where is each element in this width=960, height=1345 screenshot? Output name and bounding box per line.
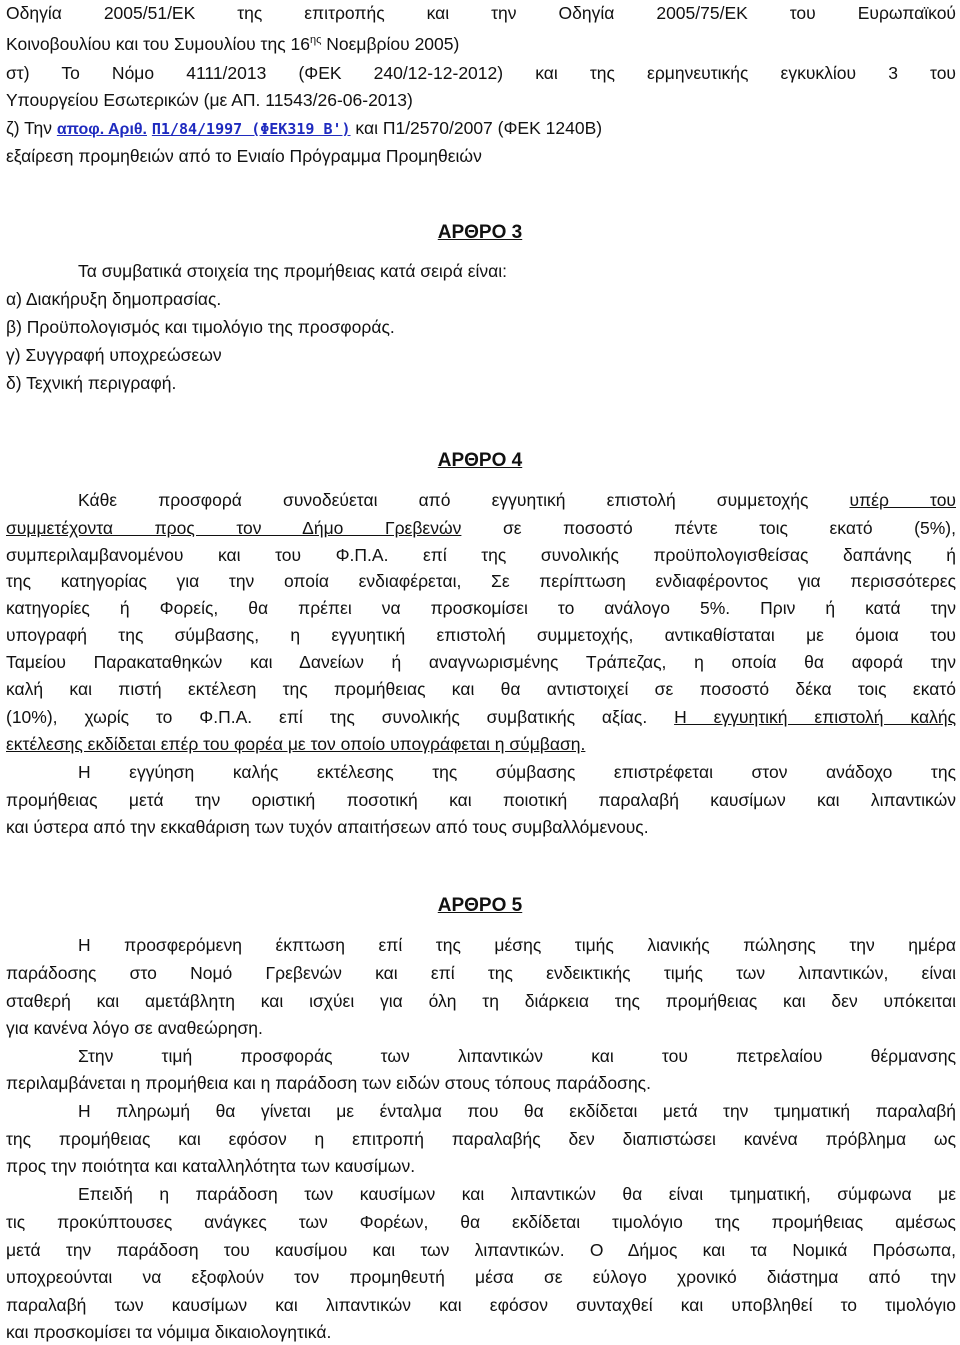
- underlined-text: συμμετέχοντα προς τον Δήμο Γρεβενών: [6, 518, 462, 538]
- article-3-intro: Τα συμβατικά στοιχεία της προμήθειας κατά σειρά είναι:: [78, 261, 508, 281]
- preamble-line-5-text: ζ) Την: [6, 118, 57, 138]
- preamble-line-2: [6, 31, 956, 57]
- article-4-line-1-text: Κάθε προσφορά συνοδεύεται από εγγυητική επιστολή συμμετοχής: [78, 490, 850, 510]
- article-3-item-a: α) Διακήρυξη δημοπρασίας.: [6, 289, 222, 309]
- article-4-line-13: και ύστερα από την εκκαθάριση των τυχόν απαιτήσεων από τους συμβαλλόμενους.: [6, 817, 649, 837]
- article-4-title: ΑΡΘΡΟ 4: [437, 450, 523, 471]
- article-3-item-d: δ) Τεχνική περιγραφή.: [6, 373, 177, 393]
- preamble-line-4: Υπουργείου Εσωτερικών (με ΑΠ. 11543/26-06-2013): [6, 90, 413, 110]
- article-5-line-9: προς την ποιότητα και καταλληλότητα των καυσίμων.: [6, 1156, 416, 1176]
- article-4-line-1: [78, 487, 956, 513]
- article-4-line-4: της κατηγορίας για την οποία ενδιαφέρεται, Σε περίπτωση ενδιαφέροντος για περισσότερες: [6, 571, 956, 591]
- article-5-line-6: περιλαμβάνεται η προμήθεια και η παράδοση των ειδών στους τόπους παράδοσης.: [6, 1073, 651, 1093]
- article-5-line-4: για κανένα λόγο σε αναθεώρηση.: [6, 1018, 263, 1038]
- underlined-text: υπέρ του: [849, 490, 956, 510]
- preamble-line-5-end: και Π1/2570/2007 (ΦΕΚ 1240Β): [350, 118, 603, 138]
- article-4-line-11: Η εγγύηση καλής εκτέλεσης της σύμβασης επιστρέφεται στον ανάδοχο της: [78, 762, 956, 782]
- article-4-line-5: κατηγορίες ή Φορείς, θα πρέπει να προσκομίσει το ανάλογο 5%. Πριν ή κατά την: [6, 598, 956, 618]
- article-5-line-7: Η πληρωμή θα γίνεται με ένταλμα που θα εκδίδεται μετά την τμηματική παραλαβή: [78, 1101, 956, 1121]
- decision-link[interactable]: αποφ. Αριθ.: [56, 121, 147, 138]
- article-5-line-15: και προσκομίσει τα νόμιμα δικαιολογητικά.: [6, 1322, 332, 1342]
- preamble-line-1: Οδηγία 2005/51/ΕΚ της επιτροπής και την Οδηγία 2005/75/ΕΚ του Ευρωπαϊκού: [6, 3, 956, 23]
- preamble-line-2-text: Κοινοβουλίου και του Συμουλίου της 16: [6, 34, 310, 54]
- article-5-line-13: υποχρεούνται να εξοφλούν τον προμηθευτή μέσα σε εύλογο χρονικό διάστημα από την: [6, 1267, 956, 1287]
- article-5-line-3: σταθερή και αμετάβλητη και ισχύει για όλη τη διάρκεια της προμήθειας και δεν υπόκειται: [6, 991, 956, 1011]
- article-4-line-7: Ταμείου Παρακαταθηκών και Δανείων ή αναγνωρισμένης Τράπεζας, η οποία θα αφορά την: [6, 652, 956, 672]
- article-4-line-6: υπογραφή της σύμβασης, η εγγυητική επιστολή συμμετοχής, αντικαθίσταται με όμοια του: [6, 625, 956, 645]
- article-5-line-8: της προμήθειας και εφόσον η επιτροπή παραλαβής δεν διαπιστώσει κανένα πρόβλημα ως: [6, 1129, 956, 1149]
- preamble-line-2-end: Νοεμβρίου 2005): [321, 34, 460, 54]
- article-4-line-12: προμήθειας μετά την οριστική ποσοτική και ποιοτική παραλαβή καυσίμων και λιπαντικών: [6, 790, 956, 810]
- article-4-line-10: [6, 731, 956, 757]
- preamble-line-6: εξαίρεση προμηθειών από το Ενιαίο Πρόγραμμα Προμηθειών: [6, 146, 482, 166]
- article-4-line-2: [6, 515, 956, 541]
- article-5-line-2: παράδοσης στο Νομό Γρεβενών και επί της ενδεικτικής τιμής των λιπαντικών, είναι: [6, 963, 956, 983]
- article-5-line-11: τις προκύπτουσες ανάγκες των Φορέων, θα εκδίδεται τιμολόγιο της προμήθειας αμέσως: [6, 1212, 956, 1232]
- superscript: ης: [309, 34, 322, 47]
- article-4-line-3: συμπεριλαμβανομένου και του Φ.Π.Α. επί της συνολικής προϋπολογισθείσας δαπάνης ή: [6, 545, 956, 565]
- preamble-line-3: στ) Το Νόμο 4111/2013 (ΦΕΚ 240/12-12-2012) και της ερμηνευτικής εγκυκλίου 3 του: [6, 63, 956, 83]
- article-5-title: ΑΡΘΡΟ 5: [437, 895, 523, 916]
- article-4-line-9: [6, 704, 956, 730]
- article-5-line-1: Η προσφερόμενη έκπτωση επί της μέσης τιμής λιανικής πώλησης την ημέρα: [78, 935, 956, 955]
- article-5-line-14: παραλαβή των καυσίμων και λιπαντικών και εφόσον συνταχθεί και υποβληθεί το τιμολόγιο: [6, 1295, 956, 1315]
- article-3-item-b: β) Προϋπολογισμός και τιμολόγιο της προσφοράς.: [6, 317, 395, 337]
- article-4-line-8: καλή και πιστή εκτέλεση της προμήθειας και θα αντιστοιχεί σε ποσοστό δέκα τοις εκατό: [6, 679, 956, 699]
- article-5-line-5: Στην τιμή προσφοράς των λιπαντικών και του πετρελαίου θέρμανσης: [78, 1046, 956, 1066]
- article-4-line-9-text: (10%), χωρίς το Φ.Π.Α. επί της συνολικής συμβατικής αξίας.: [6, 707, 675, 727]
- fek-link[interactable]: Π1/84/1997 (ΦΕΚ319 Β'): [151, 120, 351, 138]
- article-4-line-2-text: σε ποσοστό πέντε τοις εκατό (5%),: [461, 518, 956, 538]
- preamble-line-5: [6, 115, 956, 141]
- underlined-text: εκτέλεσης εκδίδεται επέρ του φορέα με τον οποίο υπογράφεται η σύμβαση.: [6, 734, 586, 754]
- article-5-line-10: Επειδή η παράδοση των καυσίμων και λιπαντικών θα είναι τμηματική, σύμφωνα με: [78, 1184, 956, 1204]
- article-3-item-c: γ) Συγγραφή υποχρεώσεων: [6, 345, 222, 365]
- article-5-line-12: μετά την παράδοση του καυσίμου και των λιπαντικών. Ο Δήμος και τα Νομικά Πρόσωπα,: [6, 1240, 956, 1260]
- underlined-text: Η εγγυητική επιστολή καλής: [674, 707, 956, 727]
- article-3-title: ΑΡΘΡΟ 3: [437, 222, 523, 243]
